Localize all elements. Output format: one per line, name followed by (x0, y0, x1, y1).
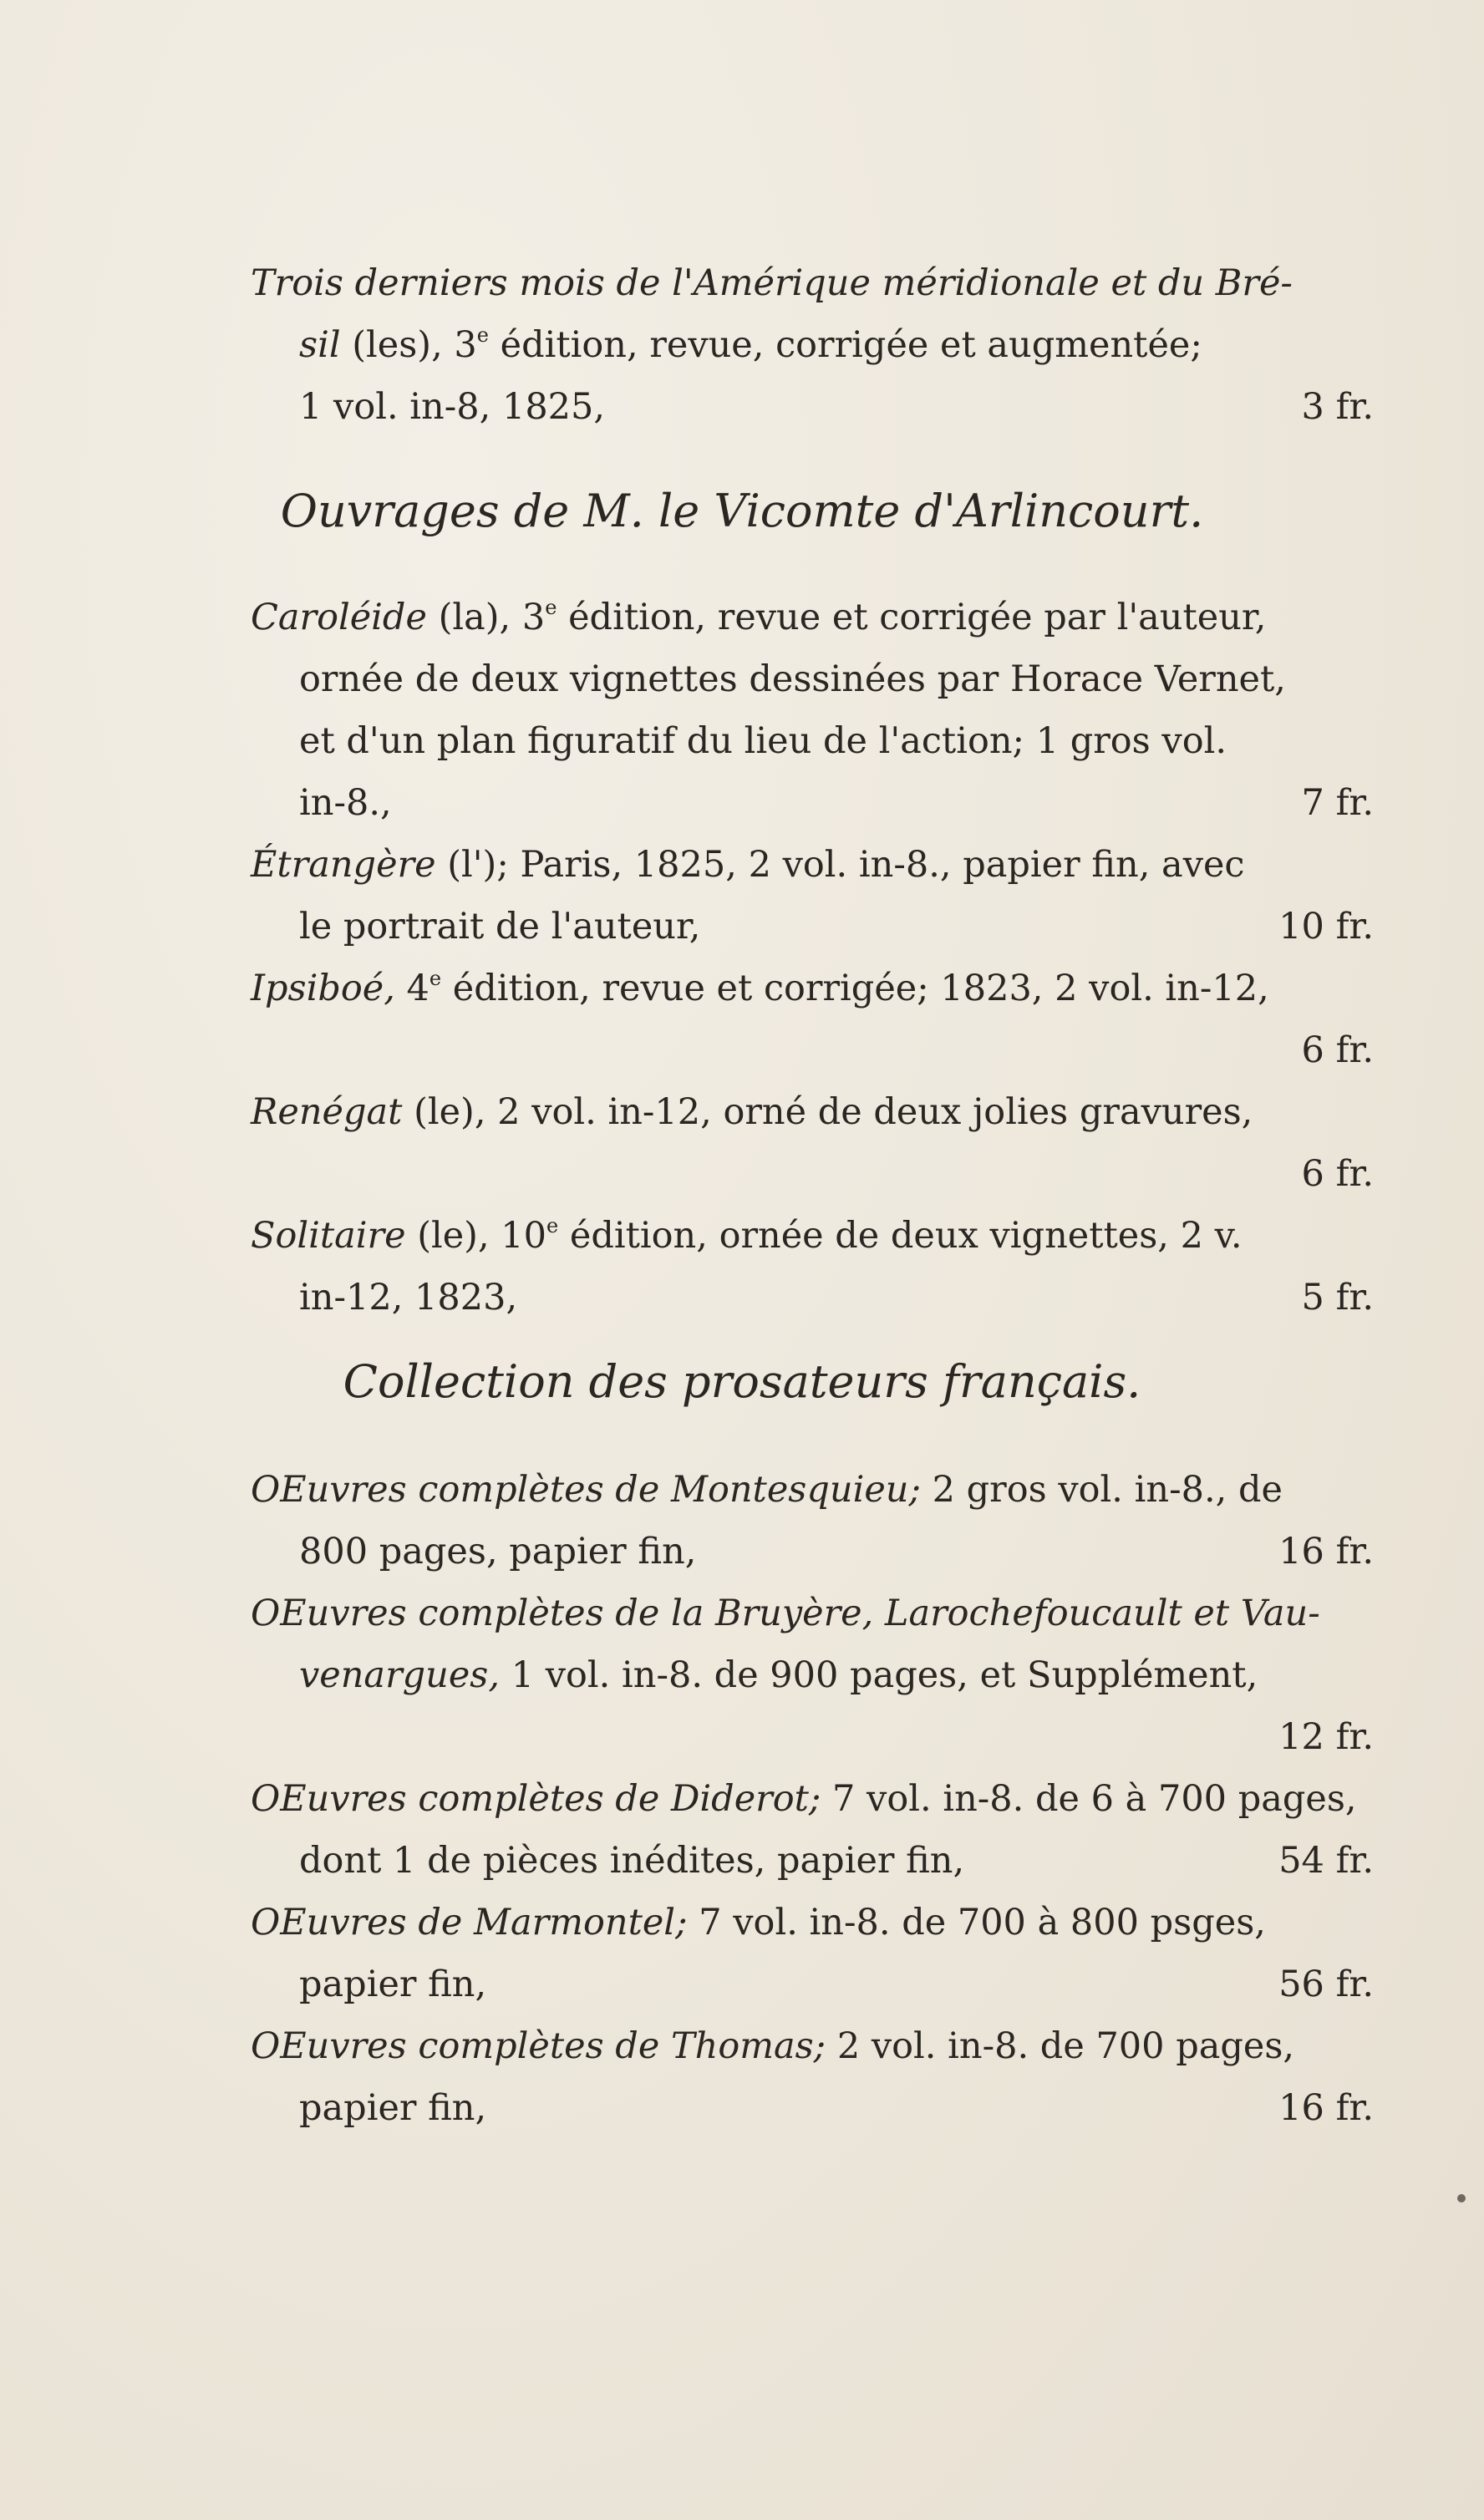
entry-title: sil (299, 324, 341, 366)
entry-text: édition, ornée de deux vignettes, 2 v. (558, 1215, 1243, 1257)
entry-text: édition, revue, corrigée et augmentée; (488, 324, 1202, 366)
entry-line (251, 834, 1374, 896)
entry-line (251, 314, 1374, 376)
entry-line (251, 252, 1374, 314)
superscript: e (476, 323, 489, 347)
entry-title: Renégat (251, 1091, 403, 1133)
entry-line (251, 1521, 1374, 1583)
entry-line (251, 1583, 1374, 1644)
entry-line (251, 2015, 1374, 2077)
entry-line (251, 1205, 1374, 1267)
entry-line (251, 1768, 1374, 1830)
entry-trois-derniers-mois (251, 252, 1374, 438)
entry-text: (la), 3 (426, 597, 546, 638)
entry-line (251, 1081, 1374, 1143)
entry-text: 2 vol. in-8. de 700 pages, (826, 2025, 1295, 2067)
entry-la-bruyere (251, 1583, 1374, 1768)
entry-title: Trois derniers mois de l'Amérique méridionale et du Bré- (251, 262, 1293, 304)
entry-title: Étrangère (251, 844, 436, 886)
entry-text: 1 vol. in-8. de 900 pages, et Supplément, (500, 1654, 1258, 1696)
entry-text: (le), 2 vol. in-12, orné de deux jolies gravures, (402, 1091, 1253, 1133)
entry-price: 6 fr. (1301, 1153, 1374, 1195)
entry-text: 2 gros vol. in-8., de (920, 1469, 1283, 1511)
entry-price: 12 fr. (1278, 1716, 1374, 1758)
entry-text: édition, revue et corrigée par l'auteur, (556, 597, 1267, 638)
entry-text: (les), 3 (340, 324, 477, 366)
superscript: e (545, 596, 557, 619)
entry-text: 800 pages, papier fin, (299, 1531, 697, 1572)
entry-text: (l'); Paris, 1825, 2 vol. in-8., papier fin, avec (435, 844, 1245, 886)
entry-price: 3 fr. (1301, 386, 1374, 428)
entry-montesquieu (251, 1459, 1374, 1583)
entry-solitaire (251, 1205, 1374, 1329)
entry-line (251, 1830, 1374, 1892)
entry-line (251, 1644, 1374, 1706)
entry-text: in-8., (299, 782, 392, 824)
entry-title: Ipsiboé, (251, 968, 395, 1009)
entry-line (251, 587, 1374, 648)
paper-speck (1457, 2194, 1466, 2202)
entry-title: Caroléide (251, 597, 427, 638)
entry-line (251, 710, 1374, 772)
entry-price: 7 fr. (1301, 782, 1374, 824)
entry-text: papier fin, (299, 1964, 487, 2005)
entry-text: ornée de deux vignettes dessinées par Horace Vernet, (299, 658, 1286, 700)
entry-text: dont 1 de pièces inédites, papier fin, (299, 1840, 965, 1882)
entry-text: et d'un plan figuratif du lieu de l'action; 1 gros vol. (299, 720, 1227, 762)
entry-title: OEuvres complètes de Diderot; (251, 1778, 821, 1820)
entry-price: 16 fr. (1278, 2087, 1374, 2129)
entry-marmontel (251, 1892, 1374, 2015)
entry-line (251, 1143, 1374, 1205)
entry-price: 5 fr. (1301, 1277, 1374, 1318)
superscript: e (546, 1214, 559, 1237)
entry-text: papier fin, (299, 2087, 487, 2129)
entry-line (251, 772, 1374, 834)
entry-line (251, 1954, 1374, 2015)
entry-text: le portrait de l'auteur, (299, 906, 701, 948)
entry-text: in-12, 1823, (299, 1277, 518, 1318)
entry-line (251, 376, 1374, 438)
entry-renegat (251, 1081, 1374, 1205)
entry-line (251, 1459, 1374, 1521)
entry-line (251, 1019, 1374, 1081)
section-heading-arlincourt: Ouvrages de M. le Vicomte d'Arlincourt. (280, 485, 1204, 537)
entry-title: OEuvres complètes de Montesquieu; (251, 1469, 921, 1511)
entry-line (251, 1892, 1374, 1954)
entry-text: 1 vol. in-8, 1825, (299, 386, 606, 428)
entry-title: OEuvres complètes de Thomas; (251, 2025, 826, 2067)
entry-line (251, 1706, 1374, 1768)
entry-caroleide (251, 587, 1374, 834)
entry-title: OEuvres de Marmontel; (251, 1902, 688, 1943)
entry-title: venargues, (299, 1654, 501, 1696)
entry-price: 10 fr. (1278, 906, 1374, 948)
entry-etrangere (251, 834, 1374, 958)
entry-line (251, 896, 1374, 958)
entry-ipsiboe (251, 958, 1374, 1081)
entry-price: 56 fr. (1278, 1964, 1374, 2005)
entry-text: 7 vol. in-8. de 6 à 700 pages, (821, 1778, 1357, 1820)
entry-price: 16 fr. (1278, 1531, 1374, 1572)
entry-title: Solitaire (251, 1215, 406, 1257)
entry-diderot (251, 1768, 1374, 1892)
entry-title: OEuvres complètes de la Bruyère, Larochefoucault et Vau- (251, 1593, 1320, 1634)
section-heading-collection: Collection des prosateurs français. (343, 1355, 1141, 1408)
entry-text: édition, revue et corrigée; 1823, 2 vol. in-12, (441, 968, 1269, 1009)
entry-line (251, 648, 1374, 710)
entry-text: 4 (394, 968, 429, 1009)
entry-price: 6 fr. (1301, 1029, 1374, 1071)
entry-line (251, 958, 1374, 1019)
entry-thomas (251, 2015, 1374, 2139)
entry-line (251, 2077, 1374, 2139)
entry-line (251, 1267, 1374, 1329)
entry-text: 7 vol. in-8. de 700 à 800 psges, (687, 1902, 1266, 1943)
superscript: e (429, 967, 442, 990)
entry-text: (le), 10 (405, 1215, 547, 1257)
entry-price: 54 fr. (1278, 1840, 1374, 1882)
